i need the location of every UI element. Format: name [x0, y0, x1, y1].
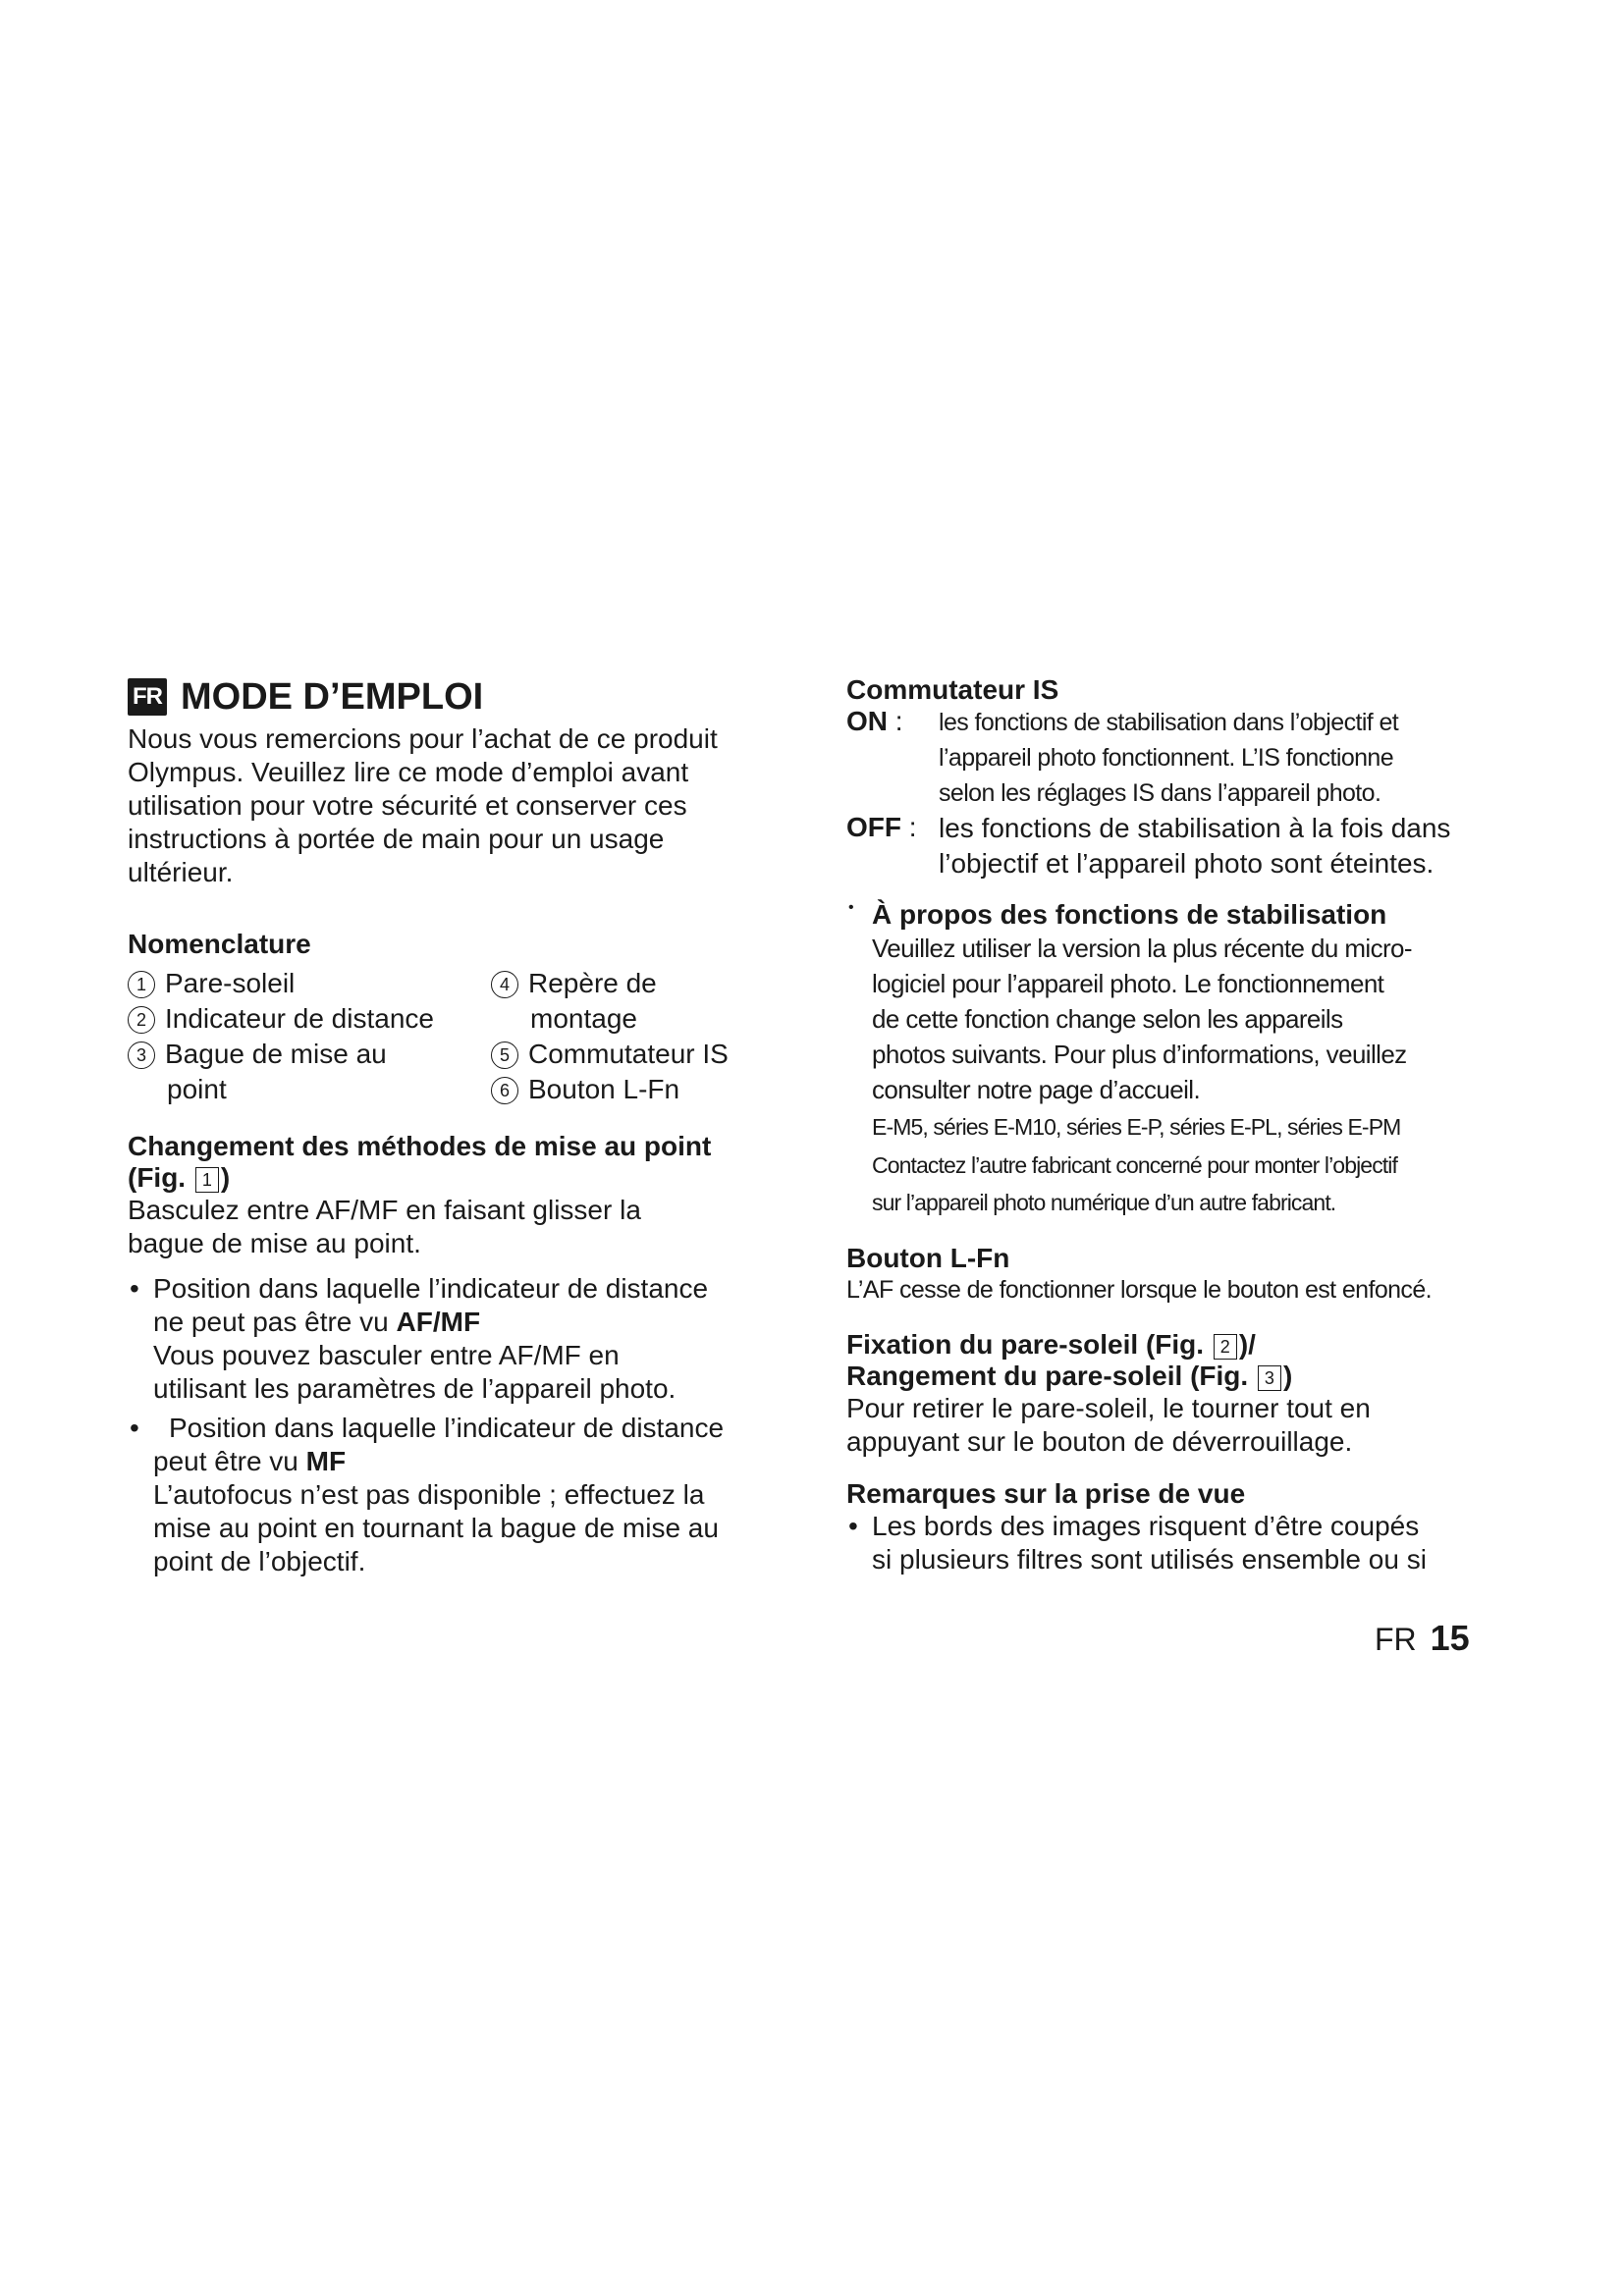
bullet-line: • Position dans laquelle l’indicateur de distance	[153, 1273, 709, 1304]
bullet-desc: utilisant les paramètres de l’appareil photo.	[153, 1373, 677, 1404]
heading-text: )	[1282, 1361, 1293, 1391]
mode-label: MF	[305, 1446, 347, 1476]
text-line: consulter notre page d’accueil.	[872, 1075, 1201, 1104]
bullet-desc: mise au point en tournant la bague de mise au	[153, 1513, 719, 1543]
page-footer	[1375, 1618, 1470, 1659]
text-line: les fonctions de stabilisation à la fois dans	[939, 813, 1451, 843]
bullet-item	[128, 1272, 805, 1406]
stab-section	[846, 899, 1514, 1221]
heading-text: )	[220, 1162, 231, 1193]
list-item	[128, 1001, 491, 1037]
hood-body	[846, 1392, 1514, 1459]
heading-text: Fixation du pare-soleil (Fig.	[846, 1329, 1212, 1360]
item-label: Commutateur IS	[528, 1039, 729, 1069]
item-label: Bague de mise au	[165, 1039, 387, 1069]
body-line: Basculez entre AF/MF en faisant glisser la	[128, 1195, 641, 1225]
item-label-continued: montage	[530, 1003, 637, 1034]
remarks-heading: Remarques sur la prise de vue	[846, 1478, 1246, 1509]
list-item	[128, 966, 491, 1001]
text-line: Contactez l’autre fabricant concerné pour monter l’objectif	[872, 1152, 1397, 1178]
stab-note	[872, 1147, 1514, 1221]
text-line: de cette fonction change selon les appareils	[872, 1004, 1343, 1034]
heading-line	[846, 1329, 1514, 1361]
intro-line: instructions à portée de main pour un usage	[128, 824, 665, 854]
bullet-desc: L’autofocus n’est pas disponible ; effectuez la	[153, 1479, 705, 1510]
heading-line	[846, 1361, 1514, 1392]
is-heading: Commutateur IS	[846, 674, 1059, 705]
text-line: photos suivants. Pour plus d’informations, veuillez	[872, 1040, 1407, 1069]
bullet-text: ne peut pas être vu	[153, 1307, 397, 1337]
stab-models: E-M5, séries E-M10, séries E-P, séries E-PL, séries E-PM	[872, 1114, 1401, 1140]
hood-heading	[846, 1329, 1514, 1392]
intro-line: ultérieur.	[128, 857, 234, 887]
bullet-text: peut être vu	[153, 1446, 306, 1476]
right-column	[846, 675, 1514, 1576]
circled-number: 4	[491, 971, 518, 998]
heading-text: Rangement du pare-soleil (Fig.	[846, 1361, 1256, 1391]
text-line: logiciel pour l’appareil photo. Le fonctionnement	[872, 969, 1384, 998]
stab-body	[872, 931, 1514, 1107]
text-line: les fonctions de stabilisation dans l’objectif et	[939, 709, 1399, 736]
off-text	[939, 811, 1450, 881]
nomenclature-list	[128, 966, 805, 1107]
change-body	[128, 1194, 805, 1260]
item-label: Repère de	[528, 968, 657, 998]
footer-language: FR	[1375, 1622, 1417, 1657]
nomenclature-heading: Nomenclature	[128, 929, 311, 959]
text-line: selon les réglages IS dans l’appareil photo.	[939, 779, 1381, 807]
title-row	[128, 675, 805, 719]
list-item	[491, 966, 805, 1001]
text-line: • Les bords des images risquent d’être coupés	[872, 1511, 1420, 1541]
is-off-row	[846, 811, 1514, 881]
lfn-body: L’AF cesse de fonctionner lorsque le bouton est enfoncé.	[846, 1276, 1432, 1304]
bullet-line	[153, 1445, 805, 1478]
bullet-desc: Vous pouvez basculer entre AF/MF en	[153, 1340, 620, 1370]
intro-line: Olympus. Veuillez lire ce mode d’emploi avant	[128, 757, 689, 787]
text-line: Pour retirer le pare-soleil, le tourner tout en	[846, 1393, 1371, 1423]
item-label: Indicateur de distance	[165, 1003, 434, 1034]
language-badge: FR	[128, 678, 167, 716]
on-label	[846, 705, 939, 811]
text-line: Veuillez utiliser la version la plus récente du micro-	[872, 934, 1412, 963]
mode-label: AF/MF	[396, 1307, 481, 1337]
colon: :	[908, 812, 917, 842]
stab-heading: • À propos des fonctions de stabilisation	[872, 899, 1387, 930]
page-number: 15	[1430, 1618, 1470, 1658]
figure-number: 2	[1214, 1334, 1237, 1360]
intro-line: utilisation pour votre sécurité et conserver ces	[128, 790, 687, 821]
bullet-item	[128, 1412, 805, 1578]
left-column	[128, 675, 805, 1578]
key-text: OFF	[846, 812, 901, 842]
circled-number: 6	[491, 1077, 518, 1104]
list-item	[491, 1037, 805, 1072]
text-line: l’objectif et l’appareil photo sont éteintes.	[939, 848, 1435, 879]
intro-paragraph	[128, 722, 805, 889]
body-line: bague de mise au point.	[128, 1228, 421, 1258]
change-heading	[128, 1131, 805, 1194]
bullet-line: • Position dans laquelle l’indicateur de distance	[169, 1413, 725, 1443]
bullet-line	[153, 1306, 805, 1339]
figure-number: 1	[195, 1167, 219, 1193]
list-item	[128, 1037, 491, 1072]
text-line: l’appareil photo fonctionnent. L’IS fonctionne	[939, 744, 1394, 772]
intro-line: Nous vous remercions pour l’achat de ce produit	[128, 723, 718, 754]
circled-number: 3	[128, 1041, 155, 1069]
key-text: ON	[846, 706, 888, 736]
on-text	[939, 705, 1398, 811]
off-label	[846, 811, 939, 881]
colon: :	[894, 706, 903, 736]
item-label: Pare-soleil	[165, 968, 296, 998]
list-item	[491, 1072, 805, 1107]
circled-number: 2	[128, 1006, 155, 1034]
heading-line: Changement des méthodes de mise au point	[128, 1131, 712, 1161]
is-on-row	[846, 705, 1514, 811]
item-label: Bouton L-Fn	[528, 1074, 680, 1104]
text-line: si plusieurs filtres sont utilisés ensemble ou si	[872, 1544, 1427, 1575]
heading-text: )/	[1238, 1329, 1256, 1360]
remarks-bullet	[846, 1510, 1514, 1576]
page-title: MODE D’EMPLOI	[181, 676, 484, 718]
circled-number: 5	[491, 1041, 518, 1069]
lfn-heading: Bouton L-Fn	[846, 1243, 1010, 1273]
figure-number: 3	[1258, 1365, 1281, 1391]
circled-number: 1	[128, 971, 155, 998]
text-line: appuyant sur le bouton de déverrouillage.	[846, 1426, 1353, 1457]
heading-line	[128, 1162, 805, 1194]
item-label-continued: point	[167, 1074, 227, 1104]
text-line: sur l’appareil photo numérique d’un autre fabricant.	[872, 1190, 1336, 1215]
heading-text: (Fig.	[128, 1162, 193, 1193]
bullet-desc: point de l’objectif.	[153, 1546, 366, 1576]
